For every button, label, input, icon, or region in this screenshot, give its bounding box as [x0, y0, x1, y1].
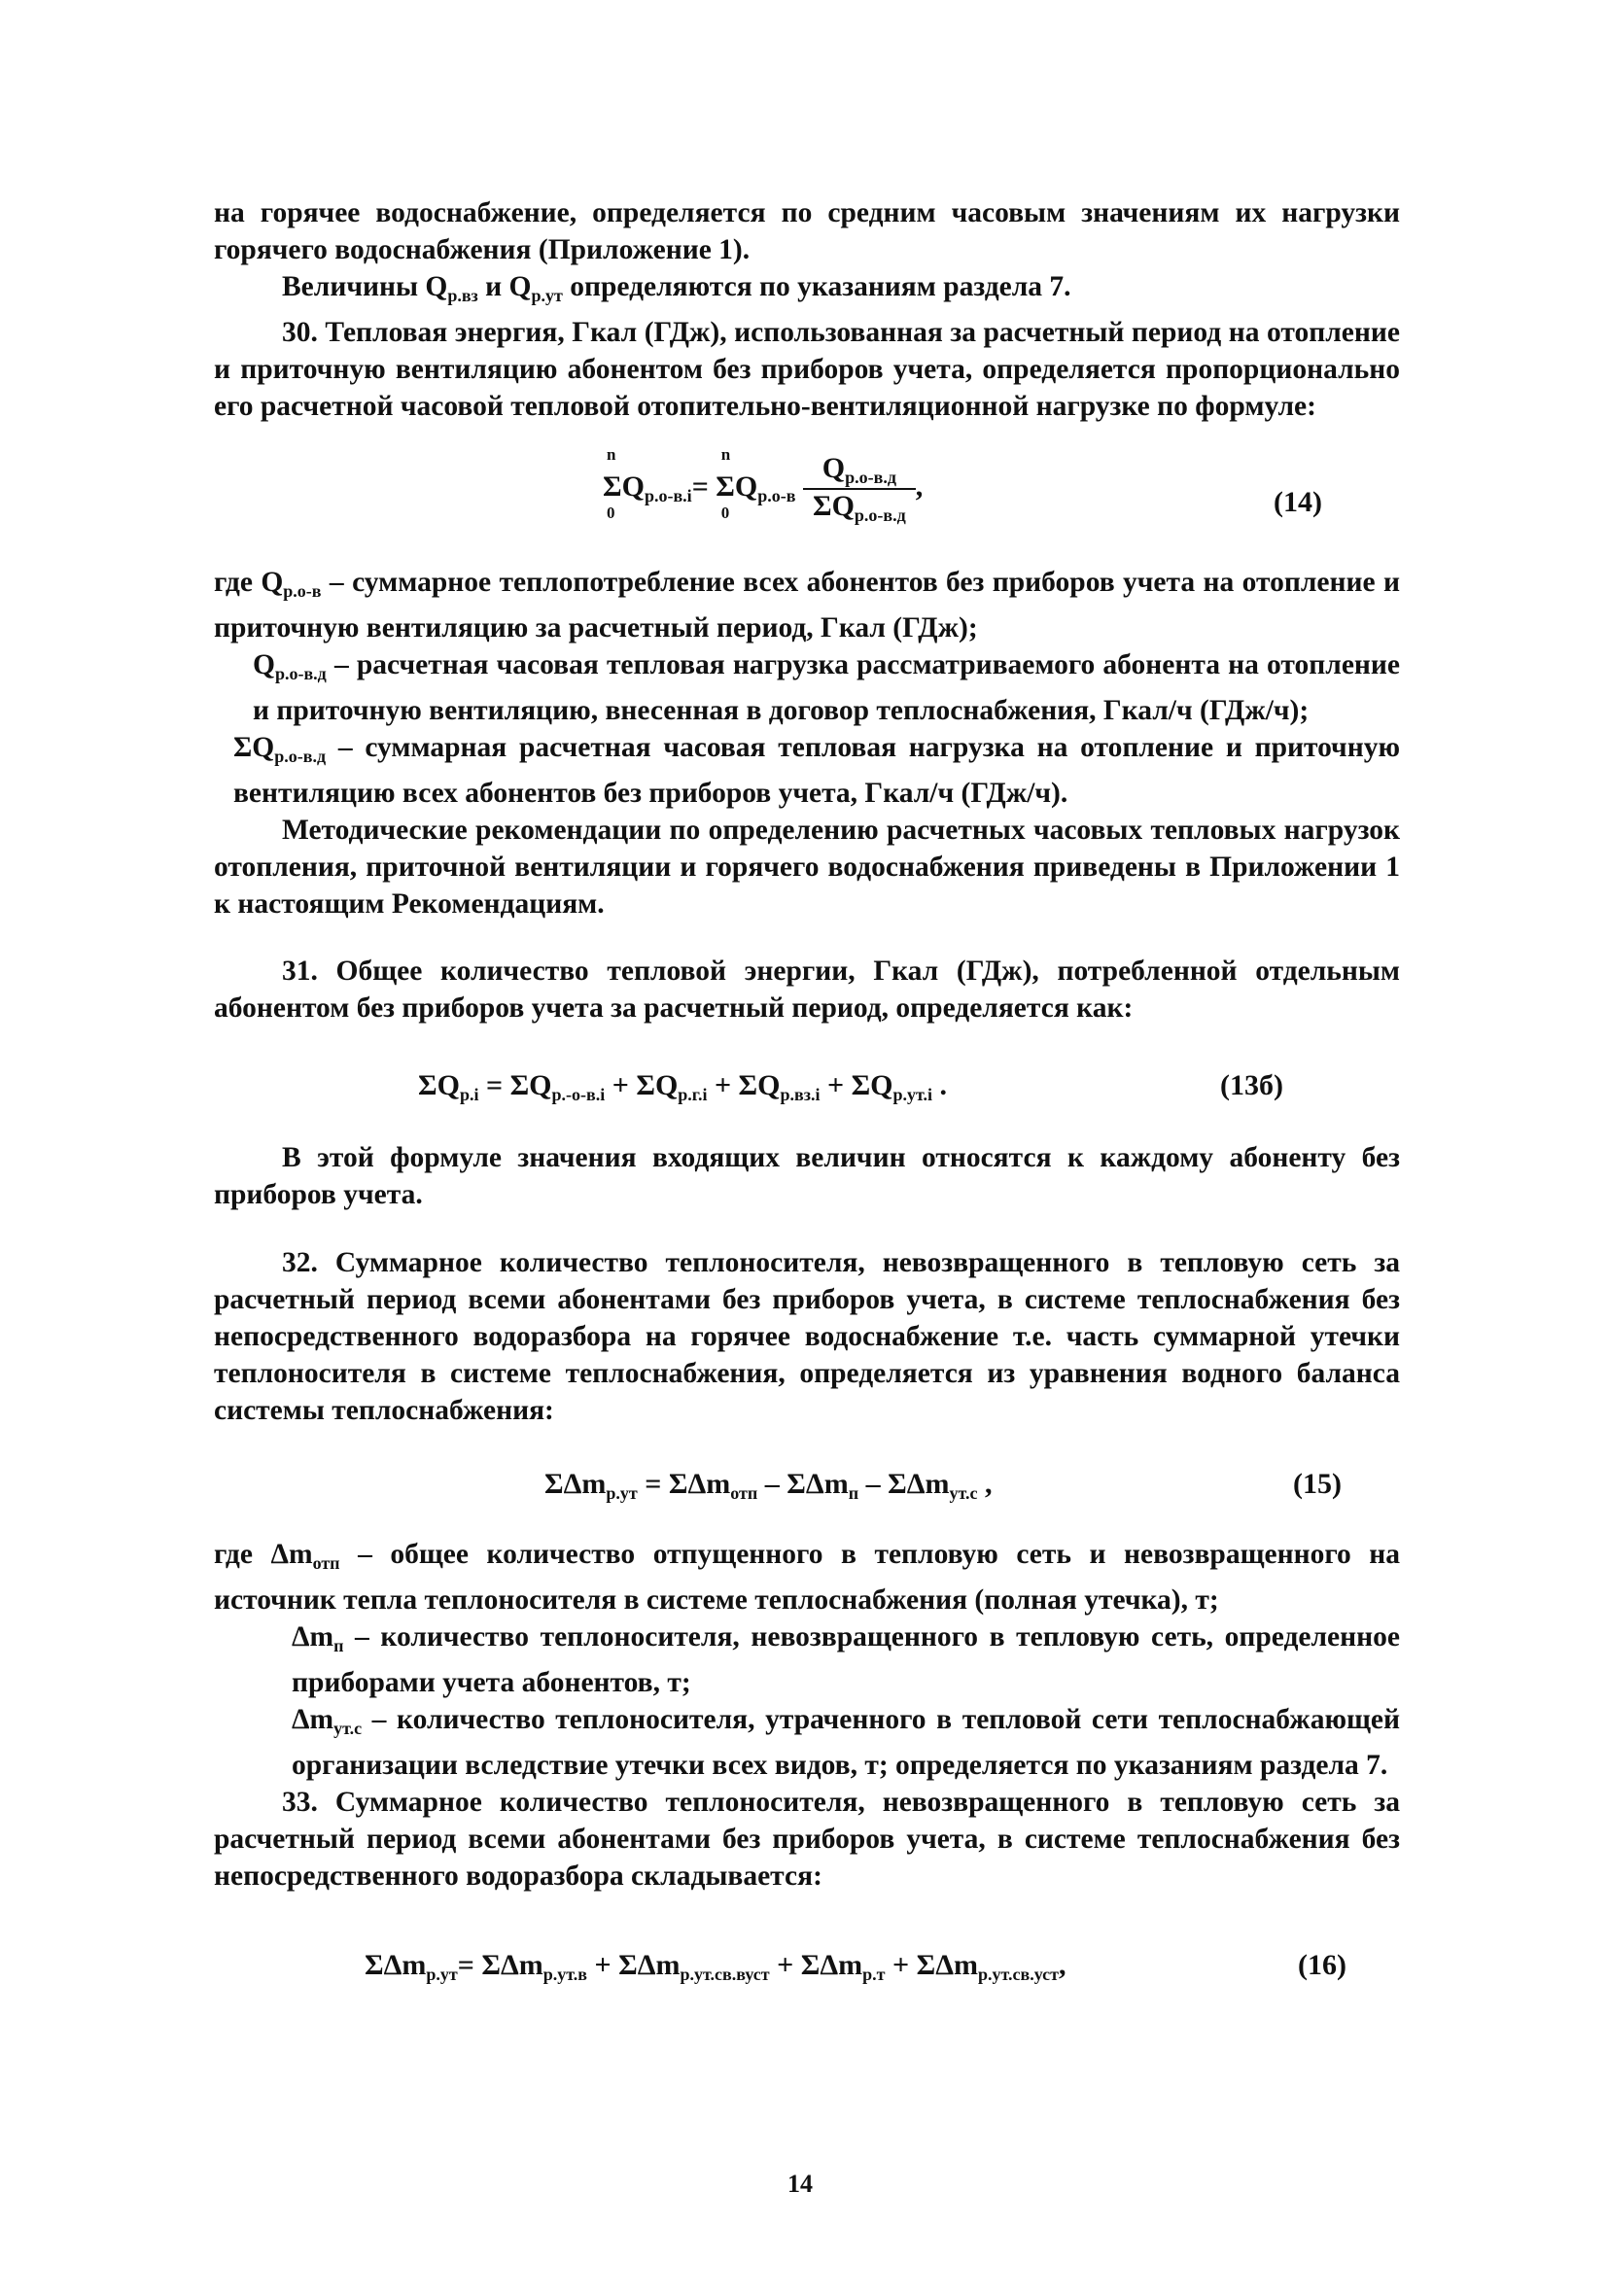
def14-3-term: ΣQ: [233, 732, 275, 763]
f15-t2: = ΣΔm: [637, 1468, 731, 1500]
f16-s4: р.т: [862, 1965, 886, 1984]
def15-row-1: [214, 1536, 1400, 1618]
def15-3-text: – количество теплоносителя, утраченного в тепловой сети теплоснабжающей организации вследствие утечки всех видов, т; определяется по указаниям раздела 7.: [292, 1704, 1400, 1781]
def14-2-sub: р.о-в.д: [274, 664, 327, 683]
intro-paragraph: [214, 194, 1400, 425]
f16-t5: + ΣΔm: [885, 1949, 979, 1981]
paragraph-31: 31. Общее количество тепловой энергии, Гкал (ГДж), потребленной отдельным абонентом без приборов учета за расчетный период, определяется как:: [214, 956, 1400, 1024]
f14-sum-1: [603, 444, 645, 522]
def15-1-term: где Δm: [214, 1539, 313, 1570]
f13b-t1: ΣQ: [418, 1069, 460, 1101]
formula-note: В этой формуле значения входящих величин относятся к каждому абоненту без приборов учета.: [214, 1142, 1400, 1210]
def15-3-sub: ут.с: [333, 1719, 363, 1738]
paragraph-33: 33. Суммарное количество теплоносителя, невозвращенного в тепловую сеть за расчетный период всеми абонентами без приборов учета, в системе теплоснабжения без непосредственного водоразбора складывается:: [214, 1787, 1400, 1892]
f13b-t2: = ΣQ: [478, 1069, 552, 1101]
def14-1-term: где Q: [214, 567, 284, 598]
f13b-s1: р.i: [459, 1085, 479, 1104]
f14-num-sub: р.о-в.д: [845, 468, 896, 487]
f15-s3: п: [848, 1483, 859, 1503]
def15-2: [292, 1618, 1400, 1701]
f16-t4: + ΣΔm: [769, 1949, 863, 1981]
f13b-t3: + ΣQ: [605, 1069, 679, 1101]
f15-s1: р.ут: [606, 1483, 638, 1503]
f16-t2: = ΣΔm: [457, 1949, 543, 1981]
paragraph-31-block: [214, 953, 1400, 1026]
definitions-15: [214, 1536, 1400, 1895]
def14-2: [253, 646, 1400, 729]
f14-limit-top-2: n: [720, 444, 731, 464]
def15-1-text: – общее количество отпущенного в тепловую сеть и невозвращенного на источник тепла теплоносителя в системе теплоснабжения (полная утечка), т;: [214, 1539, 1401, 1616]
f14-limit-bot-1: 0: [607, 503, 615, 522]
def14-1-sub: р.о-в: [283, 581, 322, 601]
def14-3-text: – суммарная расчетная часовая тепловая нагрузка на отопление и приточную вентиляцию всех абонентов без приборов учета, Гкал/ч (ГДж/ч).: [233, 732, 1400, 809]
f14-limit-bot-2: 0: [720, 503, 730, 522]
f14-rhs-sub: р.о-в: [757, 485, 796, 505]
f14-sum-2: [691, 444, 758, 522]
f14-comma: ,: [915, 470, 924, 503]
formula-16: [365, 1949, 1066, 1985]
def14-1-text: – суммарное теплопотребление всех абонентов без приборов учета на отопление и приточную вентиляцию за расчетный период, Гкал (ГДж);: [214, 567, 1401, 644]
f16-s1: р.ут: [426, 1965, 458, 1984]
values-text-1: Величины Q: [282, 271, 448, 302]
intro-text: на горячее водоснабжение, определяется по средним часовым значениям их нагрузки горячего водоснабжения (Приложение 1).: [214, 197, 1400, 265]
f15-t3: – ΣΔm: [757, 1468, 849, 1500]
formula-15: [544, 1468, 992, 1504]
f15-t5: ,: [977, 1468, 993, 1500]
def15-2-text: – количество теплоносителя, невозвращенного в тепловую сеть, определенное приборами учета абонентов, т;: [292, 1621, 1400, 1698]
f13b-s3: р.г.i: [678, 1085, 708, 1104]
f14-eq: = ΣQ: [691, 470, 758, 503]
equation-number-16: (16): [1298, 1949, 1346, 1981]
f14-num-text: Q: [821, 452, 846, 484]
values-text-2: и Q: [477, 271, 532, 302]
def15-1-sub: отп: [312, 1553, 340, 1573]
f16-t1: ΣΔm: [365, 1949, 427, 1981]
equation-number-13b: (13б): [1220, 1069, 1283, 1101]
def15-2-sub: п: [333, 1636, 344, 1655]
f14-limit-top-1: n: [607, 444, 616, 464]
equation-number-15: (15): [1293, 1468, 1342, 1500]
f14-denominator: [803, 490, 916, 526]
values-sub-2: р.ут: [531, 286, 563, 305]
f16-t3: + ΣΔm: [587, 1949, 681, 1981]
equation-number-14: (14): [1274, 486, 1322, 518]
def14-2-term: Q: [253, 649, 275, 680]
paragraph-30: 30. Тепловая энергия, Гкал (ГДж), использованная за расчетный период на отопление и приточную вентиляцию абонентом без приборов учета, определяется пропорционально его расчетной часовой тепловой отопительно-вентиляционной нагрузке по формуле:: [214, 317, 1400, 422]
paragraph-32-block: [214, 1244, 1400, 1429]
f15-t4: – ΣΔm: [858, 1468, 950, 1500]
f14-lhs-sub: р.о-в.i: [644, 485, 692, 505]
page-number: 14: [787, 2170, 813, 2198]
def15-2-term: Δm: [292, 1621, 334, 1652]
method-paragraph: Методические рекомендации по определению расчетных часовых тепловых нагрузок отопления, приточной вентиляции и горячего водоснабжения приведены в Приложении 1 к настоящим Рекомендациям.: [214, 815, 1400, 920]
f14-den-sub: р.о-в.д: [854, 505, 906, 525]
def14-1: [214, 564, 1400, 646]
def15-row-3: [214, 1701, 1400, 1784]
f15-s2: отп: [730, 1483, 758, 1503]
f15-s4: ут.с: [949, 1483, 978, 1503]
f13b-s4: р.вз.i: [780, 1085, 821, 1104]
def15-1: [214, 1536, 1400, 1618]
f13b-t6: .: [932, 1069, 948, 1101]
f13b-s2: р.-о-в.i: [551, 1085, 606, 1104]
f14-numerator: [803, 452, 916, 490]
values-text-3: определяются по указаниям раздела 7.: [562, 271, 1071, 302]
def14-3-sub: р.о-в.д: [274, 747, 327, 766]
formula-13b: [418, 1069, 947, 1105]
f14-fraction: [803, 452, 916, 526]
values-sub-1: р.вз: [447, 286, 478, 305]
def15-row-2: [214, 1618, 1400, 1701]
f14-den-text: ΣQ: [812, 490, 855, 522]
def14-row-2: [214, 646, 1400, 729]
def14-3: [233, 729, 1400, 812]
definitions-14: [214, 564, 1400, 922]
formula-14: [603, 444, 924, 526]
f13b-t4: + ΣQ: [707, 1069, 781, 1101]
f13b-s5: р.ут.i: [892, 1085, 933, 1104]
f13b-t5: + ΣQ: [820, 1069, 893, 1101]
def14-row-1: [214, 564, 1400, 646]
def14-2-text: – расчетная часовая тепловая нагрузка рассматриваемого абонента на отопление и приточную вентиляцию, внесенная в договор теплоснабжения, Гкал/ч (ГДж/ч);: [253, 649, 1400, 726]
def15-3-term: Δm: [292, 1704, 334, 1735]
f16-t6: ,: [1059, 1949, 1066, 1981]
paragraph-32: 32. Суммарное количество теплоносителя, невозвращенного в тепловую сеть за расчетный период всеми абонентами без приборов учета, в системе теплоснабжения без непосредственного водоразбора на горячее водоснабжение т.е. часть суммарной утечки теплоносителя в системе теплоснабжения, определяется из уравнения водного баланса системы теплоснабжения:: [214, 1247, 1400, 1426]
f16-s3: р.ут.св.вуст: [680, 1965, 770, 1984]
f16-s2: р.ут.в: [542, 1965, 588, 1984]
f16-s5: р.ут.св.уст: [978, 1965, 1060, 1984]
def14-row-3: [214, 729, 1400, 812]
f15-t1: ΣΔm: [544, 1468, 607, 1500]
f14-lhs: ΣQ: [603, 470, 645, 503]
def15-3: [292, 1701, 1400, 1784]
formula-note-block: [214, 1139, 1400, 1213]
values-line: [214, 268, 1400, 314]
